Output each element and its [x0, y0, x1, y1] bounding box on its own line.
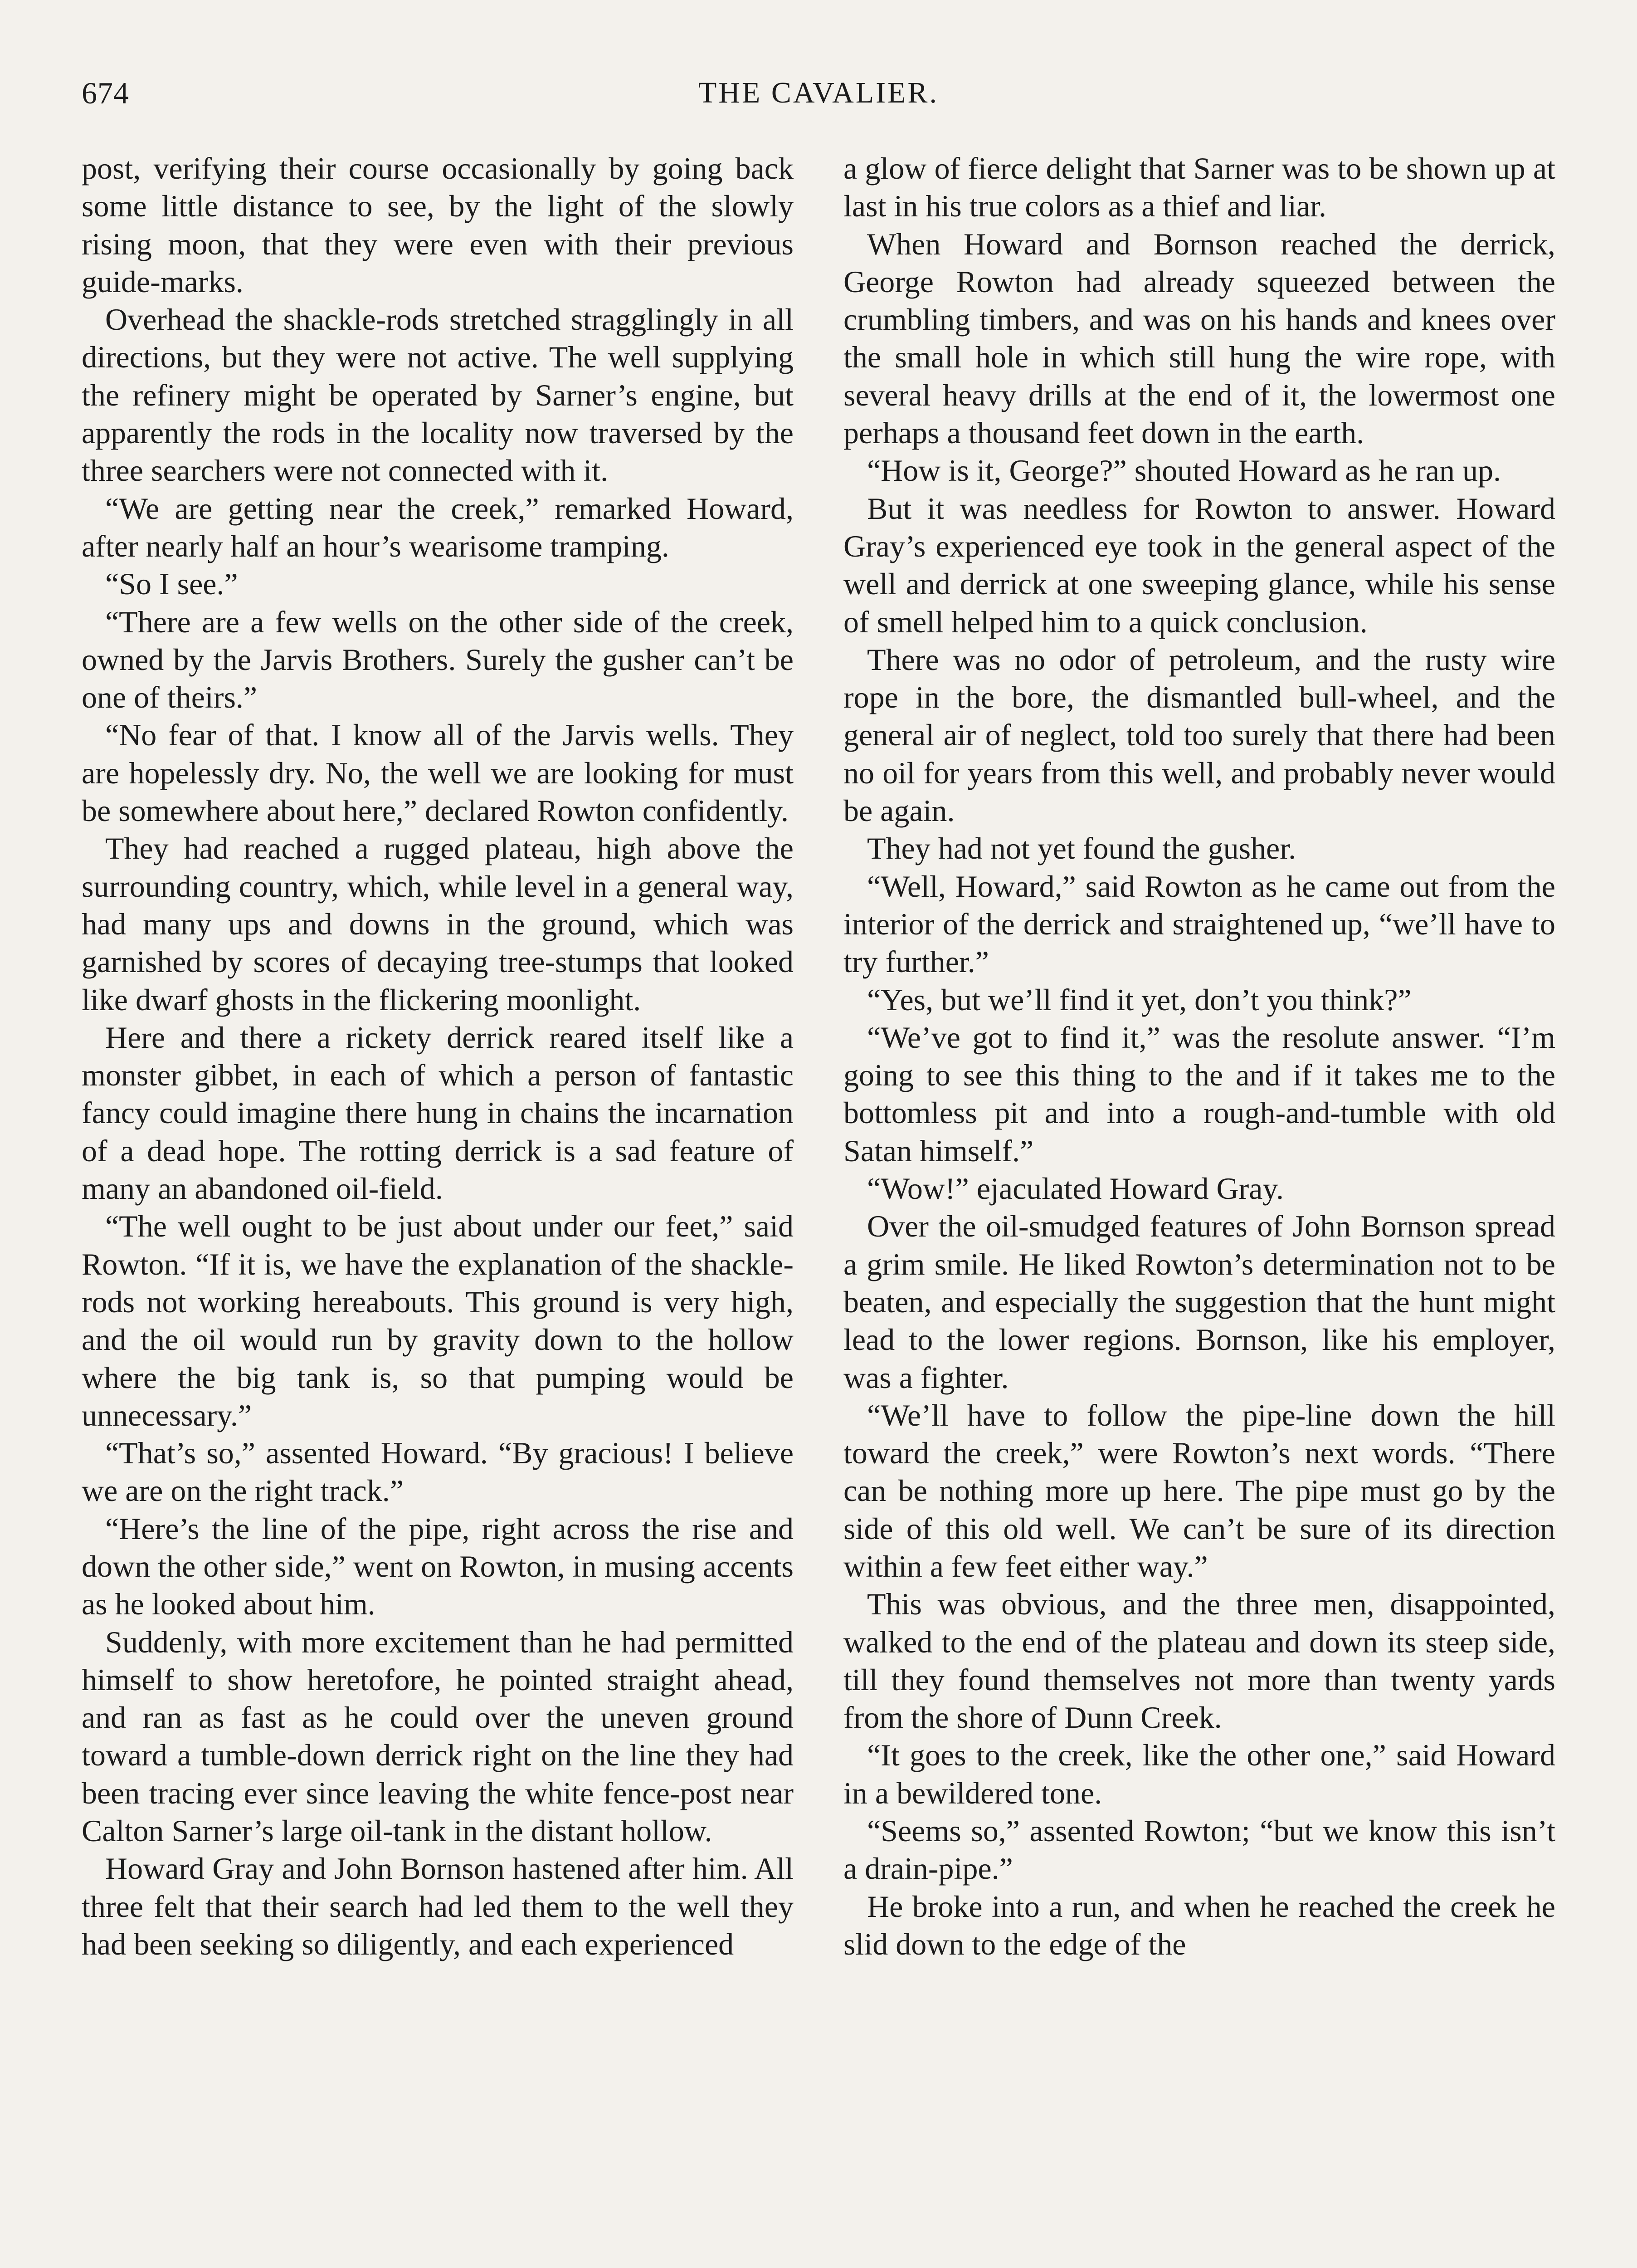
right-column [843, 150, 1555, 2268]
paragraph: “We’ll have to follow the pipe-line down the hill toward the creek,” were Rowton’s next words. “There can be nothing more up here. The pipe must go by the side of this old well. We can’t be sure of its direction within a few feet either way.” [843, 1398, 1555, 1584]
paragraph: “We’ve got to find it,” was the resolute answer. “I’m going to see this thing to the and if it takes me to the bottomless pit and into a rough-and-tumble with old Satan himself.” [843, 1020, 1555, 1168]
paragraph: a glow of fierce delight that Sarner was to be shown up at last in his true colors as a thief and liar. [843, 151, 1555, 224]
paragraph: They had reached a rugged plateau, high above the surrounding country, which, while level in a general way, had many ups and downs in the ground, which was garnished by scores of decaying tree-stumps that looked like dwarf ghosts in the flickering moonlight. [82, 831, 794, 1017]
page-number: 674 [82, 76, 129, 110]
page-header [82, 68, 1555, 118]
text-columns [82, 150, 1555, 2268]
paragraph: Howard Gray and John Bornson hastened after him. All three felt that their search had led them to the well they had been seeking so diligently, and each experienced [82, 1851, 794, 1961]
paragraph: “Wow!” ejaculated Howard Gray. [867, 1171, 1284, 1206]
paragraph: “It goes to the creek, like the other one,” said Howard in a bewildered tone. [843, 1738, 1555, 1810]
paragraph: “No fear of that. I know all of the Jarvis wells. They are hopelessly dry. No, the well we are looking for must be somewhere about here,” declared Rowton confidently. [82, 718, 794, 828]
paragraph: He broke into a run, and when he reached the creek he slid down to the edge of the [843, 1889, 1555, 1961]
paragraph: “How is it, George?” shouted Howard as he ran up. [867, 453, 1501, 488]
paragraph: “Seems so,” assented Rowton; “but we know this isn’t a drain-pipe.” [843, 1813, 1555, 1886]
paragraph: post, verifying their course occasionally by going back some little distance to see, by the light of the slowly rising moon, that they were even with their previous guide-marks. [82, 151, 794, 299]
paragraph: “So I see.” [105, 567, 238, 601]
paragraph: Here and there a rickety derrick reared itself like a monster gibbet, in each of which a person of fantastic fancy could imagine there hung in chains the incarnation of a dead hope. The rotting derrick is a sad feature of many an abandoned oil-field. [82, 1020, 794, 1206]
paragraph: There was no odor of petroleum, and the rusty wire rope in the bore, the dismantled bull-wheel, and the general air of neglect, told too surely that there had been no oil for years from this well, and probably never would be again. [843, 642, 1555, 828]
paragraph: Over the oil-smudged features of John Bornson spread a grim smile. He liked Rowton’s determination not to be beaten, and especially the suggestion that the hunt might lead to the lower regions. Bornson, like his employer, was a fighter. [843, 1209, 1555, 1395]
paragraph: They had not yet found the gusher. [867, 831, 1296, 866]
paragraph: But it was needless for Rowton to answer. Howard Gray’s experienced eye took in the general aspect of the well and derrick at one sweeping glance, while his sense of smell helped him to a quick conclusion. [843, 491, 1555, 639]
paragraph: Overhead the shackle-rods stretched stragglingly in all directions, but they were not active. The well supplying the refinery might be operated by Sarner’s engine, but apparently the rods in the locality now traversed by the three searchers were not connected with it. [82, 302, 794, 488]
left-column [82, 150, 794, 2268]
paragraph: When Howard and Bornson reached the derrick, George Rowton had already squeezed between the crumbling timbers, and was on his hands and knees over the small hole in which still hung the wire rope, with several heavy drills at the end of it, the lowermost one perhaps a thousand feet down in the earth. [843, 226, 1555, 450]
paragraph: “Yes, but we’ll find it yet, don’t you think?” [867, 982, 1412, 1017]
paragraph: “Here’s the line of the pipe, right across the rise and down the other side,” went on Rowton, in musing accents as he looked about him. [82, 1511, 794, 1622]
paragraph: This was obvious, and the three men, disappointed, walked to the end of the plateau and down its steep side, till they found themselves not more than twenty yards from the shore of Dunn Creek. [843, 1587, 1555, 1735]
running-title: THE CAVALIER. [698, 76, 939, 109]
paragraph: “We are getting near the creek,” remarked Howard, after nearly half an hour’s wearisome tramping. [82, 491, 794, 563]
paragraph: “The well ought to be just about under our feet,” said Rowton. “If it is, we have the explanation of the shackle-rods not working hereabouts. This ground is very high, and the oil would run by gravity down to the hollow where the big tank is, so that pumping would be unnecessary.” [82, 1209, 794, 1432]
paragraph: “Well, Howard,” said Rowton as he came out from the interior of the derrick and straightened up, “we’ll have to try further.” [843, 869, 1555, 979]
paragraph: “There are a few wells on the other side of the creek, owned by the Jarvis Brothers. Surely the gusher can’t be one of theirs.” [82, 604, 794, 715]
paragraph: Suddenly, with more excitement than he had permitted himself to show heretofore, he pointed straight ahead, and ran as fast as he could over the uneven ground toward a tumble-down derrick right on the line they had been tracing ever since leaving the white fence-post near Calton Sarner’s large oil-tank in the distant hollow. [82, 1624, 794, 1848]
paragraph: “That’s so,” assented Howard. “By gracious! I believe we are on the right track.” [82, 1436, 794, 1508]
